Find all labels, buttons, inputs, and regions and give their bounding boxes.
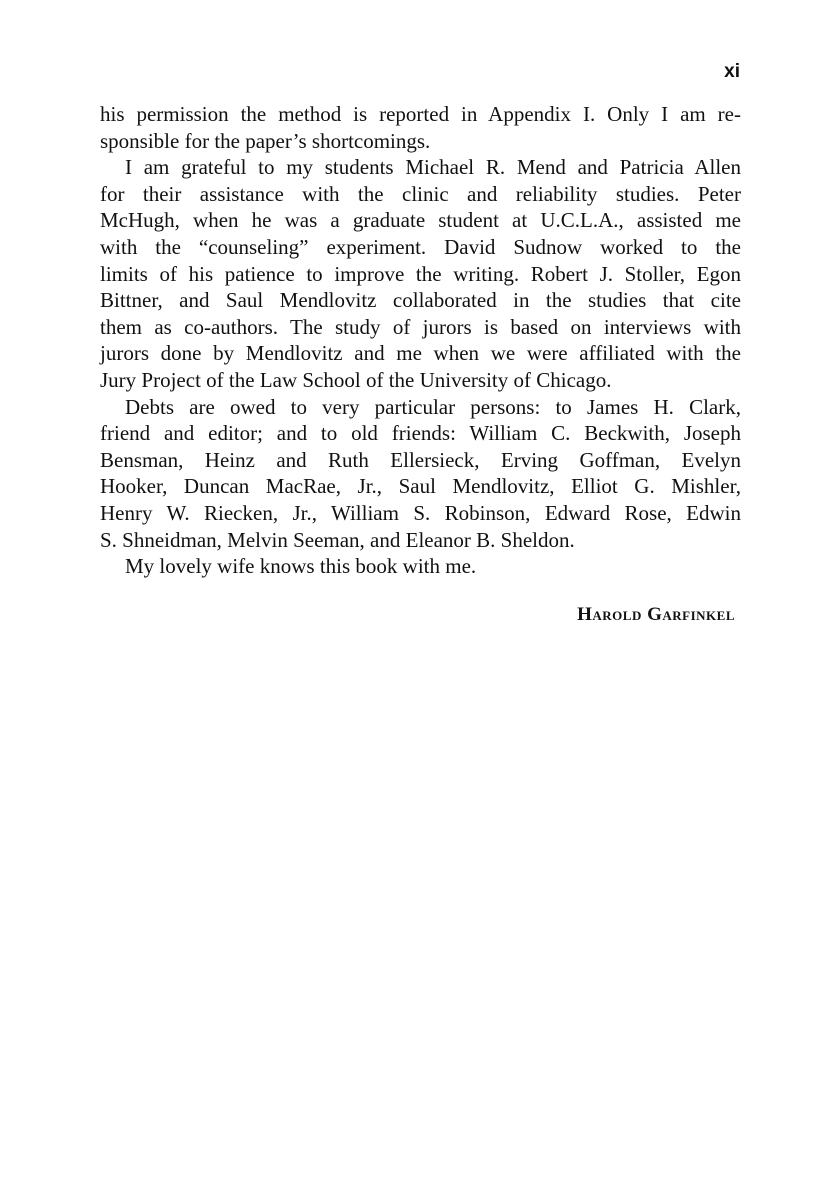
text-line: friend and editor; and to old friends: William C. Beckwith, Joseph xyxy=(100,421,741,446)
text-line: his permission the method is reported in Appendix I. Only I am re- xyxy=(100,102,741,126)
text-line: for their assistance with the clinic and reliability studies. Peter xyxy=(100,181,741,206)
page-number: xi xyxy=(724,61,740,82)
author-signature: Harold Garfinkel xyxy=(577,604,735,625)
text-line: Bensman, Heinz and Ruth Ellersieck, Erving Goffman, Evelyn xyxy=(100,447,741,472)
text-line: Bittner, and Saul Mendlovitz collaborated in the studies that cite xyxy=(100,288,741,313)
text-line: I am grateful to my students Michael R. Mend and Patricia Allen xyxy=(125,155,741,180)
text-line: jurors done by Mendlovitz and me when we were affiliated with the xyxy=(100,341,741,366)
paragraph xyxy=(100,394,741,554)
text-line: My lovely wife knows this book with me. xyxy=(125,554,477,579)
text-line: Jury Project of the Law School of the University of Chicago. xyxy=(100,367,612,392)
text-line: McHugh, when he was a graduate student at U.C.L.A., assisted me xyxy=(100,208,741,233)
paragraph xyxy=(100,154,741,393)
text-line: Hooker, Duncan MacRae, Jr., Saul Mendlovitz, Elliot G. Mishler, xyxy=(100,474,741,499)
text-line: S. Shneidman, Melvin Seeman, and Eleanor B. Sheldon. xyxy=(100,527,575,552)
text-line: sponsible for the paper’s shortcomings. xyxy=(100,128,431,153)
text-line: Henry W. Riecken, Jr., William S. Robinson, Edward Rose, Edwin xyxy=(100,500,741,525)
preface-text xyxy=(100,101,741,580)
paragraph xyxy=(100,101,741,154)
text-line: limits of his patience to improve the writing. Robert J. Stoller, Egon xyxy=(100,261,741,286)
text-line: with the “counseling” experiment. David Sudnow worked to the xyxy=(100,234,741,259)
text-line: them as co-authors. The study of jurors is based on interviews with xyxy=(100,314,741,339)
paragraph xyxy=(100,553,741,580)
text-line: Debts are owed to very particular persons: to James H. Clark, xyxy=(125,394,741,419)
